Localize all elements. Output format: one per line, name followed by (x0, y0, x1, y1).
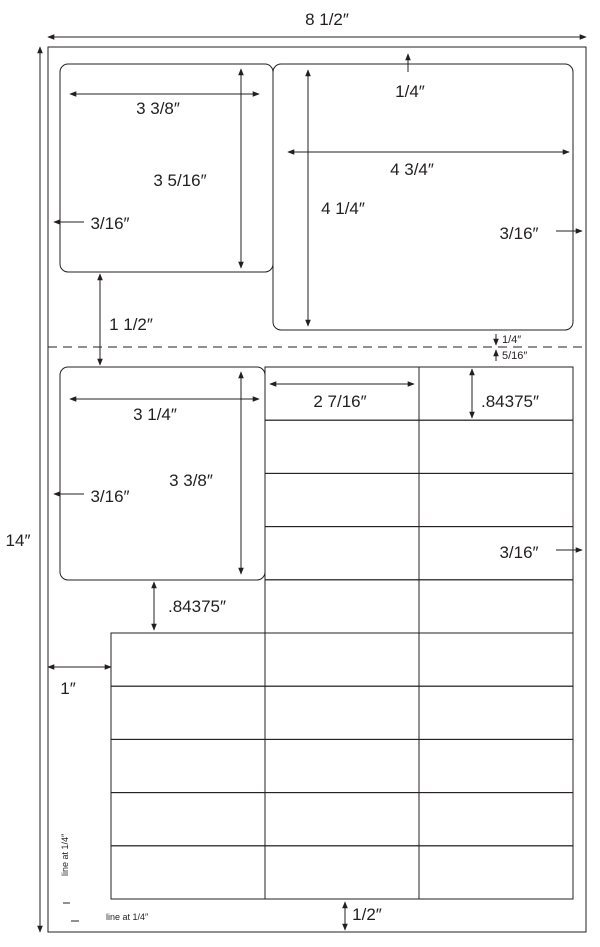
bottom-margin-label: 1/2″ (352, 905, 382, 924)
address-label-cell (419, 846, 573, 899)
column-width-label: 2 7/16″ (313, 392, 367, 411)
address-label-cell (265, 420, 419, 473)
top-right-width-label: 4 3/4″ (390, 160, 434, 179)
address-label-cell (419, 739, 573, 792)
address-label-cell (111, 846, 265, 899)
bottom-left-height-label: 3 3/8″ (169, 471, 213, 490)
address-label-grid (111, 367, 573, 899)
row-height-label: .84375″ (480, 392, 540, 411)
top-left-width-label: 3 3/8″ (136, 99, 180, 118)
address-label-cell (111, 793, 265, 846)
address-label-cell (265, 527, 419, 580)
bottom-left-width-label: 3 1/4″ (133, 405, 177, 424)
address-label-cell (111, 739, 265, 792)
address-label-cell (419, 633, 573, 686)
top-margin-label: 1/4″ (395, 82, 425, 101)
address-label-cell (419, 793, 573, 846)
sheet-width-label: 8 1/2″ (305, 10, 349, 29)
top-left-height-label: 3 5/16″ (153, 171, 207, 190)
grid-right-margin-label: 3/16″ (499, 543, 539, 562)
address-label-cell (265, 633, 419, 686)
address-label-cell (265, 739, 419, 792)
top-right-margin-label: 3/16″ (499, 224, 539, 243)
bottom-left-margin-label: 3/16″ (90, 487, 130, 506)
address-label-cell (419, 527, 573, 580)
vertical-line-note: line at 1/4″ (60, 833, 70, 876)
address-label-cell (111, 633, 265, 686)
address-label-cell (265, 686, 419, 739)
address-label-cell (265, 580, 419, 633)
left-offset-label: 1″ (60, 679, 76, 698)
gap-label: 1 1/2″ (109, 315, 153, 334)
address-label-cell (265, 473, 419, 526)
bottom-gap-label: .84375″ (167, 597, 227, 616)
fold-above-label: 1/4″ (502, 334, 522, 346)
top-right-label-outline (273, 64, 573, 330)
horizontal-line-note: line at 1/4″ (106, 912, 149, 922)
address-label-cell (419, 420, 573, 473)
address-label-cell (265, 846, 419, 899)
address-label-cell (265, 793, 419, 846)
top-left-margin-label: 3/16″ (90, 214, 130, 233)
address-label-cell (111, 686, 265, 739)
sheet-height-label: 14″ (5, 531, 31, 550)
address-label-cell (419, 473, 573, 526)
top-right-height-label: 4 1/4″ (321, 199, 365, 218)
address-label-cell (419, 686, 573, 739)
fold-below-label: 5/16″ (502, 350, 528, 362)
address-label-cell (419, 580, 573, 633)
